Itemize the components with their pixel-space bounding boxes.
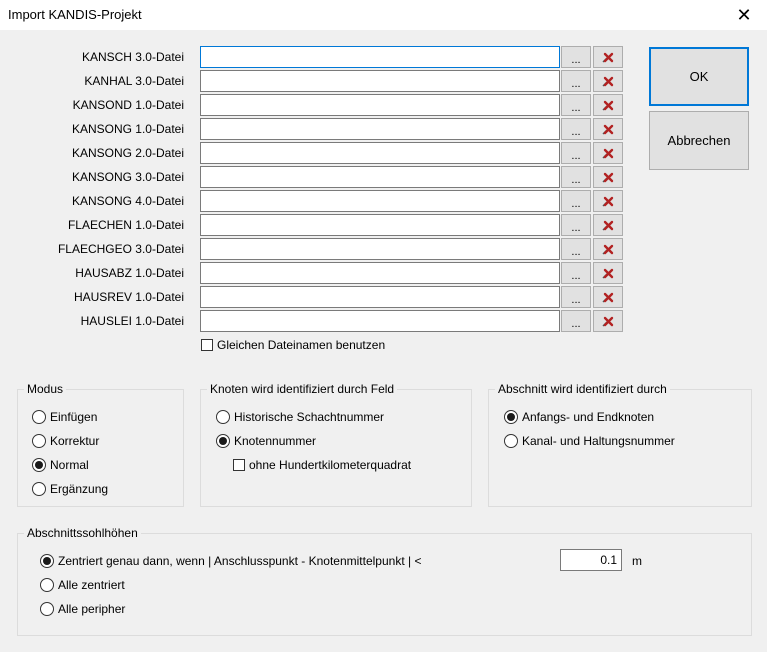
- clear-pin-icon: [601, 314, 615, 328]
- title-bar: [0, 0, 767, 30]
- radio-circle: [32, 434, 46, 448]
- file-row: [0, 286, 767, 308]
- browse-button[interactable]: ...: [561, 238, 591, 260]
- file-path-input[interactable]: [200, 190, 560, 212]
- clear-button[interactable]: [593, 310, 623, 332]
- sohlhoehen-option-0[interactable]: [40, 554, 421, 568]
- file-path-input[interactable]: [200, 142, 560, 164]
- hundertkm-label: ohne Hundertkilometerquadrat: [249, 458, 412, 472]
- clear-pin-icon: [601, 290, 615, 304]
- checkbox-box: [233, 459, 245, 471]
- clear-button[interactable]: [593, 190, 623, 212]
- clear-button[interactable]: [593, 166, 623, 188]
- file-row: [0, 214, 767, 236]
- radio-label: Korrektur: [50, 434, 100, 448]
- file-label: KANSONG 3.0-Datei: [71, 170, 184, 184]
- knoten-group: [200, 382, 472, 507]
- file-label: FLAECHEN 1.0-Datei: [67, 218, 184, 232]
- radio-circle: [32, 458, 46, 472]
- file-label: KANSONG 1.0-Datei: [71, 122, 184, 136]
- abschnitt-option-1[interactable]: [504, 434, 675, 448]
- file-path-input[interactable]: [200, 46, 560, 68]
- file-path-input[interactable]: [200, 310, 560, 332]
- file-label: HAUSREV 1.0-Datei: [73, 290, 184, 304]
- clear-pin-icon: [601, 74, 615, 88]
- browse-button[interactable]: ...: [561, 46, 591, 68]
- radio-label: Historische Schachtnummer: [234, 410, 385, 424]
- sohlhoehen-option-2[interactable]: [40, 602, 125, 616]
- knoten-option-1[interactable]: [216, 434, 316, 448]
- unit-label: m: [632, 554, 642, 568]
- browse-button[interactable]: ...: [561, 286, 591, 308]
- modus-option-0[interactable]: [32, 410, 97, 424]
- clear-pin-icon: [601, 218, 615, 232]
- sohlhoehen-option-1[interactable]: [40, 578, 125, 592]
- radio-circle: [32, 410, 46, 424]
- browse-button[interactable]: ...: [561, 70, 591, 92]
- clear-button[interactable]: [593, 286, 623, 308]
- knoten-title: Knoten wird identifiziert durch Feld: [207, 382, 397, 396]
- file-label: KANSOND 1.0-Datei: [72, 98, 184, 112]
- clear-button[interactable]: [593, 118, 623, 140]
- clear-pin-icon: [601, 50, 615, 64]
- browse-button[interactable]: ...: [561, 214, 591, 236]
- browse-button[interactable]: ...: [561, 166, 591, 188]
- file-label: KANSCH 3.0-Datei: [81, 50, 184, 64]
- file-row: [0, 262, 767, 284]
- close-icon: ✕: [736, 4, 752, 25]
- clear-pin-icon: [601, 266, 615, 280]
- close-button[interactable]: [721, 0, 767, 30]
- file-path-input[interactable]: [200, 118, 560, 140]
- file-path-input[interactable]: [200, 262, 560, 284]
- clear-pin-icon: [601, 98, 615, 112]
- radio-circle: [40, 602, 54, 616]
- browse-button[interactable]: ...: [561, 310, 591, 332]
- clear-pin-icon: [601, 146, 615, 160]
- file-label: KANHAL 3.0-Datei: [84, 74, 184, 88]
- file-label: KANSONG 2.0-Datei: [71, 146, 184, 160]
- abschnitt-option-0[interactable]: [504, 410, 654, 424]
- browse-button[interactable]: ...: [561, 94, 591, 116]
- radio-label: Einfügen: [50, 410, 98, 424]
- radio-circle: [32, 482, 46, 496]
- clear-button[interactable]: [593, 262, 623, 284]
- sohlhoehen-title: Abschnittssohlhöhen: [24, 526, 141, 540]
- browse-button[interactable]: ...: [561, 262, 591, 284]
- ok-button[interactable]: OK: [649, 47, 749, 106]
- radio-circle: [504, 410, 518, 424]
- clear-button[interactable]: [593, 142, 623, 164]
- abschnitt-group: [488, 382, 752, 507]
- radio-label: Anfangs- und Endknoten: [522, 410, 655, 424]
- file-row: [0, 238, 767, 260]
- radio-circle: [40, 554, 54, 568]
- file-label: KANSONG 4.0-Datei: [71, 194, 184, 208]
- file-row: [0, 310, 767, 332]
- clear-button[interactable]: [593, 214, 623, 236]
- file-path-input[interactable]: [200, 286, 560, 308]
- sohlhoehen-group: [17, 526, 752, 636]
- clear-button[interactable]: [593, 46, 623, 68]
- radio-label: Kanal- und Haltungsnummer: [522, 434, 675, 448]
- clear-pin-icon: [601, 122, 615, 136]
- hundertkm-checkbox[interactable]: [233, 458, 411, 472]
- modus-option-2[interactable]: [32, 458, 89, 472]
- browse-button[interactable]: ...: [561, 142, 591, 164]
- browse-button[interactable]: ...: [561, 118, 591, 140]
- modus-title: Modus: [24, 382, 66, 396]
- window-title: Import KANDIS-Projekt: [8, 7, 142, 22]
- radio-circle: [216, 434, 230, 448]
- file-path-input[interactable]: [200, 70, 560, 92]
- browse-button[interactable]: ...: [561, 190, 591, 212]
- modus-option-1[interactable]: [32, 434, 99, 448]
- file-path-input[interactable]: [200, 94, 560, 116]
- abschnitt-title: Abschnitt wird identifiziert durch: [495, 382, 670, 396]
- file-label: HAUSABZ 1.0-Datei: [75, 266, 184, 280]
- file-row: [0, 190, 767, 212]
- radio-circle: [40, 578, 54, 592]
- tolerance-input[interactable]: 0.1: [560, 549, 622, 571]
- radio-label: Normal: [50, 458, 89, 472]
- knoten-option-0[interactable]: [216, 410, 384, 424]
- clear-pin-icon: [601, 170, 615, 184]
- radio-label: Alle zentriert: [58, 578, 125, 592]
- clear-button[interactable]: [593, 238, 623, 260]
- clear-button[interactable]: [593, 94, 623, 116]
- same-names-checkbox[interactable]: [201, 338, 385, 352]
- radio-circle: [216, 410, 230, 424]
- file-path-input[interactable]: [200, 214, 560, 236]
- radio-circle: [504, 434, 518, 448]
- clear-button[interactable]: [593, 70, 623, 92]
- radio-label: Knotennummer: [234, 434, 317, 448]
- cancel-button[interactable]: Abbrechen: [649, 111, 749, 170]
- radio-label: Alle peripher: [58, 602, 126, 616]
- file-path-input[interactable]: [200, 238, 560, 260]
- modus-option-3[interactable]: [32, 482, 108, 496]
- radio-label: Zentriert genau dann, wenn | Anschlusspunkt - Knotenmittelpunkt | <: [58, 554, 422, 568]
- checkbox-box: [201, 339, 213, 351]
- radio-label: Ergänzung: [50, 482, 109, 496]
- same-names-label: Gleichen Dateinamen benutzen: [217, 338, 386, 352]
- clear-pin-icon: [601, 242, 615, 256]
- file-path-input[interactable]: [200, 166, 560, 188]
- file-label: HAUSLEI 1.0-Datei: [80, 314, 184, 328]
- clear-pin-icon: [601, 194, 615, 208]
- file-label: FLAECHGEO 3.0-Datei: [57, 242, 184, 256]
